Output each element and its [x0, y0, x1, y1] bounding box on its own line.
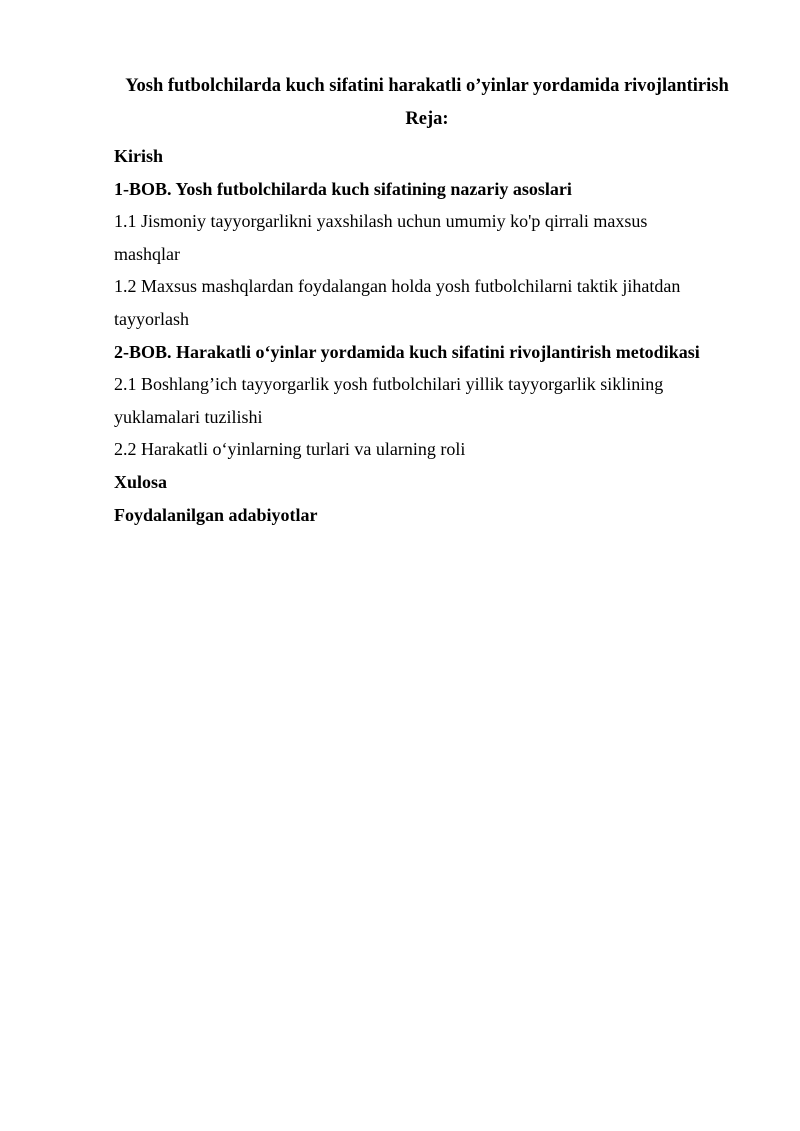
toc-intro: Kirish [114, 146, 164, 166]
plan-heading: Reja: [405, 109, 449, 129]
toc-section-1-2-line-1: 1.2 Maxsus mashqlardan foydalangan holda yosh futbolchilarni taktik jihatdan [114, 276, 681, 297]
toc-references: Foydalanilgan adabiyotlar [114, 504, 318, 525]
toc-section-1-1-line-1: 1.1 Jismoniy tayyorgarlikni yaxshilash uchun umumiy ko'p qirrali maxsus [114, 211, 648, 232]
toc-chapter-1: 1-BOB. Yosh futbolchilarda kuch sifatining nazariy asoslari [114, 178, 572, 199]
toc-chapter-2: 2-BOB. Harakatli o‘yinlar yordamida kuch sifatini rivojlantirish metodikasi [114, 341, 700, 362]
toc-section-2-1-line-2: yuklamalari tuzilishi [114, 406, 263, 427]
toc-section-1-1-line-2: mashqlar [114, 243, 180, 264]
toc-section-2-2: 2.2 Harakatli o‘yinlarning turlari va ularning roli [114, 439, 466, 460]
document-title: Yosh futbolchilarda kuch sifatini harakatli o’yinlar yordamida rivojlantirish [125, 76, 729, 96]
table-of-contents [114, 140, 744, 531]
toc-section-1-2-line-2: tayyorlash [114, 308, 189, 329]
toc-section-2-1-line-1: 2.1 Boshlang’ich tayyorgarlik yosh futbolchilari yillik tayyorgarlik siklining [114, 374, 664, 395]
toc-conclusion: Xulosa [114, 471, 168, 492]
